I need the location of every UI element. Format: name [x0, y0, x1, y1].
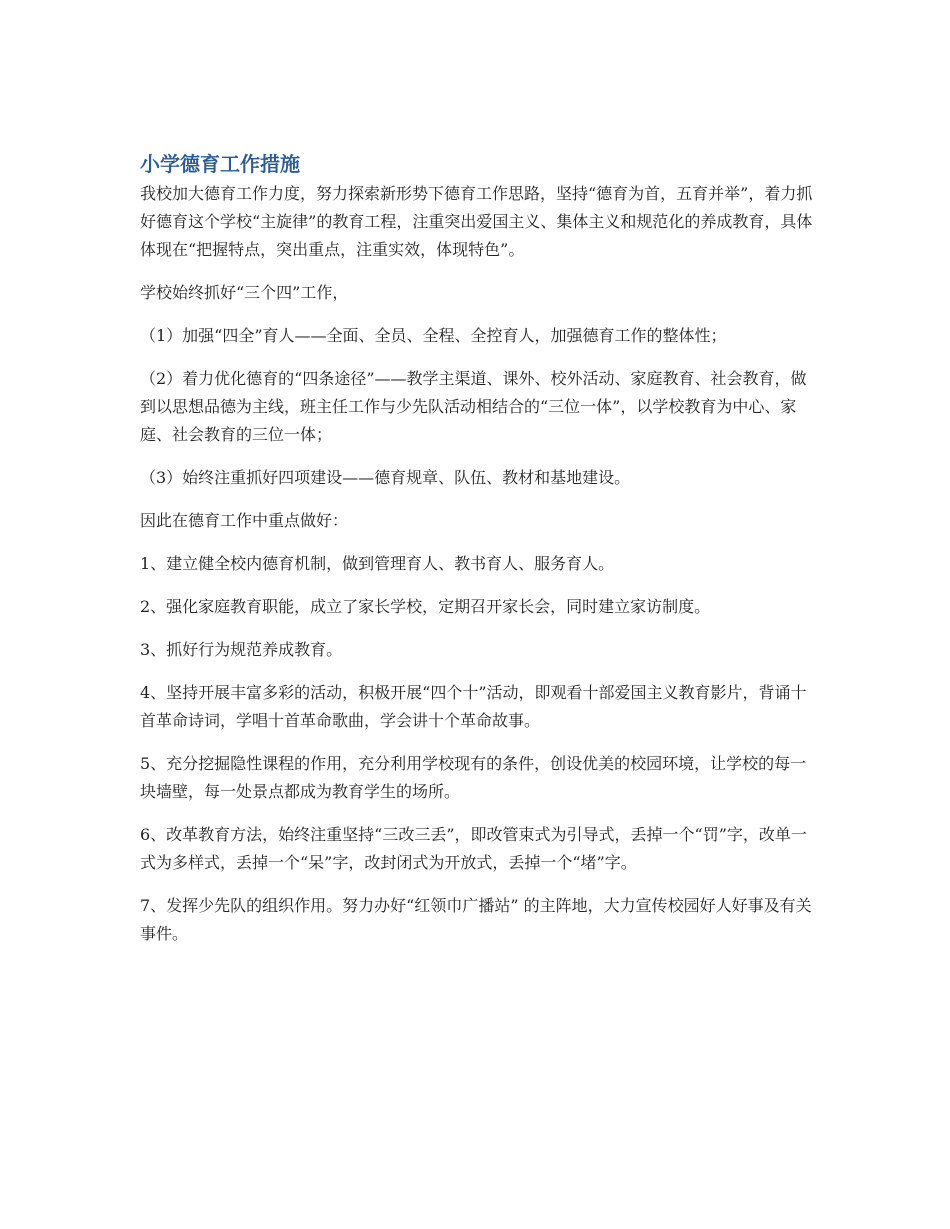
measure-3-paragraph: 3、抓好行为规范养成教育。: [140, 640, 343, 659]
intro-paragraph: 我校加大德育工作力度，努力探索新形势下德育工作思路，坚持“德育为首，五育并举”，着力抓好德育这个学校“主旋律”的教育工程，注重突出爱国主义、集体主义和规范化的养成教育，具体体现在“把握特点，突出重点，注重实效，体现特色”。: [140, 184, 813, 259]
measure-1-paragraph: 1、建立健全校内德育机制，做到管理育人、教书育人、服务育人。: [140, 554, 615, 573]
document-title: 小学德育工作措施: [140, 152, 300, 176]
document-body: [140, 150, 820, 963]
point-1-paragraph: （1）加强“四全”育人——全面、全员、全程、全控育人，加强德育工作的整体性；: [140, 326, 727, 345]
measure-4-paragraph: 4、坚持开展丰富多彩的活动，积极开展“四个十”活动，即观看十部爱国主义教育影片，背诵十首革命诗词，学唱十首革命歌曲，学会讲十个革命故事。: [140, 683, 807, 730]
measure-6-paragraph: 6、改革教育方法，始终注重坚持“三改三丢”，即改管束式为引导式，丢掉一个“罚”字，改单一式为多样式，丢掉一个“呆”字，改封闭式为开放式，丢掉一个“堵”字。: [140, 825, 807, 872]
point-3-paragraph: （3）始终注重抓好四项建设——德育规章、队伍、教材和基地建设。: [140, 468, 631, 487]
point-2-paragraph: （2）着力优化德育的“四条途径”——教学主渠道、课外、校外活动、家庭教育、社会教育，做到以思想品德为主线，班主任工作与少先队活动相结合的“三位一体”，以学校教育为中心、家庭、社会教育的三位一体；: [140, 369, 807, 444]
measure-5-paragraph: 5、充分挖掘隐性课程的作用，充分利用学校现有的条件，创设优美的校园环境，让学校的每一块墙壁，每一处景点都成为教育学生的场所。: [140, 754, 807, 801]
focus-heading: 因此在德育工作中重点做好：: [140, 511, 349, 530]
measure-2-paragraph: 2、强化家庭教育职能，成立了家长学校，定期召开家长会，同时建立家访制度。: [140, 597, 711, 616]
measure-7-paragraph: 7、发挥少先队的组织作用。努力办好“红领巾广播站” 的主阵地，大力宣传校园好人好事及有关事件。: [140, 896, 812, 943]
three-fours-heading: 学校始终抓好“三个四”工作，: [140, 283, 349, 302]
